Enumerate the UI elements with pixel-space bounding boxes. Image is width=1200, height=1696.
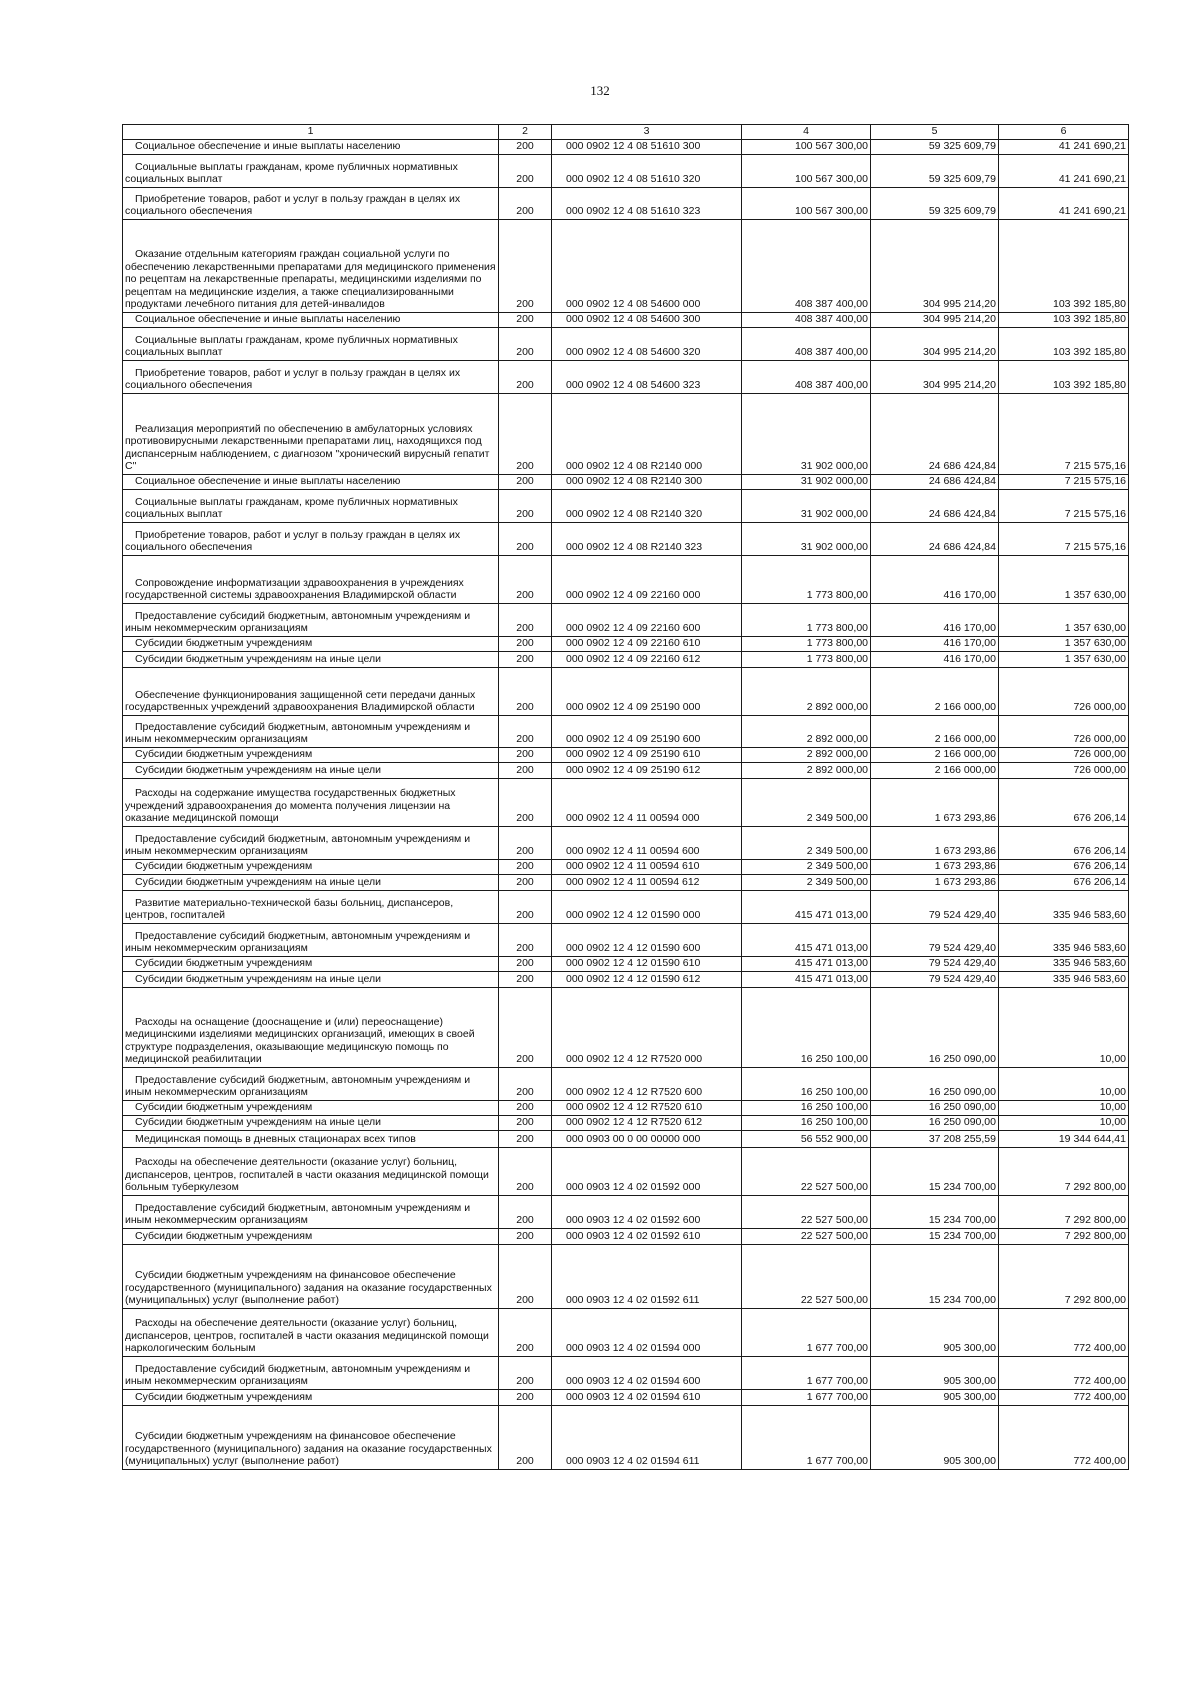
table-row — [123, 556, 1129, 604]
code-cell: 200 — [499, 1131, 552, 1148]
approved-amount-cell: 1 773 800,00 — [742, 637, 871, 652]
remaining-amount-cell: 10,00 — [999, 988, 1129, 1068]
table-row — [123, 1116, 1129, 1131]
classification-code-cell: 000 0903 12 4 02 01592 610 — [552, 1229, 742, 1245]
classification-code-cell: 000 0902 12 4 12 R7520 612 — [552, 1116, 742, 1131]
classification-code-cell: 000 0903 12 4 02 01592 611 — [552, 1245, 742, 1309]
code-cell: 200 — [499, 668, 552, 716]
table-row — [123, 140, 1129, 155]
name-cell: Социальные выплаты гражданам, кроме публичных нормативных социальных выплат — [123, 490, 499, 523]
name-cell: Расходы на обеспечение деятельности (оказание услуг) больниц, диспансеров, центров, госпиталей в части оказания медицинской помощи больным туберкулезом — [123, 1148, 499, 1196]
remaining-amount-cell: 335 946 583,60 — [999, 972, 1129, 988]
name-cell: Социальное обеспечение и иные выплаты населению — [123, 140, 499, 155]
name-cell: Сопровождение информатизации здравоохранения в учреждениях государственной системы здравоохранения Владимирской области — [123, 556, 499, 604]
code-cell: 200 — [499, 361, 552, 394]
classification-code-cell: 000 0903 12 4 02 01594 611 — [552, 1406, 742, 1470]
name-cell: Предоставление субсидий бюджетным, автономным учреждениям и иным некоммерческим организациям — [123, 716, 499, 748]
approved-amount-cell: 2 349 500,00 — [742, 875, 871, 891]
name-cell: Расходы на содержание имущества государственных бюджетных учреждений здравоохранения до момента получения лицензии на оказание медицинской помощи — [123, 779, 499, 827]
approved-amount-cell: 415 471 013,00 — [742, 957, 871, 972]
executed-amount-cell: 16 250 090,00 — [871, 1101, 999, 1116]
table-row — [123, 1245, 1129, 1309]
table-row — [123, 490, 1129, 523]
table-row — [123, 1101, 1129, 1116]
table-row — [123, 652, 1129, 668]
code-cell: 200 — [499, 188, 552, 220]
name-cell: Медицинская помощь в дневных стационарах всех типов — [123, 1131, 499, 1148]
code-cell: 200 — [499, 1245, 552, 1309]
name-cell: Субсидии бюджетным учреждениям — [123, 1390, 499, 1406]
classification-code-cell: 000 0902 12 4 08 R2140 300 — [552, 475, 742, 490]
approved-amount-cell: 16 250 100,00 — [742, 1068, 871, 1101]
table-row — [123, 668, 1129, 716]
code-cell: 200 — [499, 716, 552, 748]
table-row — [123, 827, 1129, 860]
remaining-amount-cell: 676 206,14 — [999, 827, 1129, 860]
approved-amount-cell: 100 567 300,00 — [742, 155, 871, 188]
table-row — [123, 1196, 1129, 1229]
approved-amount-cell: 31 902 000,00 — [742, 523, 871, 556]
approved-amount-cell: 22 527 500,00 — [742, 1196, 871, 1229]
name-cell: Субсидии бюджетным учреждениям на иные цели — [123, 1116, 499, 1131]
name-cell: Обеспечение функционирования защищенной сети передачи данных государственных учреждений здравоохранения Владимирской области — [123, 668, 499, 716]
table-row — [123, 860, 1129, 875]
name-cell: Предоставление субсидий бюджетным, автономным учреждениям и иным некоммерческим организациям — [123, 827, 499, 860]
approved-amount-cell: 1 677 700,00 — [742, 1390, 871, 1406]
code-cell: 200 — [499, 475, 552, 490]
header-cell-3: 3 — [552, 125, 742, 140]
name-cell: Предоставление субсидий бюджетным, автономным учреждениям и иным некоммерческим организациям — [123, 924, 499, 957]
table-row — [123, 604, 1129, 637]
name-cell: Субсидии бюджетным учреждениям на финансовое обеспечение государственного (муниципального) задания на оказание государственных (муниципальных) услуг (выполнение работ) — [123, 1406, 499, 1470]
code-cell: 200 — [499, 1101, 552, 1116]
table-row — [123, 328, 1129, 361]
table-row — [123, 313, 1129, 328]
remaining-amount-cell: 335 946 583,60 — [999, 924, 1129, 957]
approved-amount-cell: 31 902 000,00 — [742, 490, 871, 523]
classification-code-cell: 000 0902 12 4 08 54600 323 — [552, 361, 742, 394]
code-cell: 200 — [499, 1406, 552, 1470]
remaining-amount-cell: 41 241 690,21 — [999, 155, 1129, 188]
remaining-amount-cell: 7 215 575,16 — [999, 523, 1129, 556]
executed-amount-cell: 416 170,00 — [871, 637, 999, 652]
remaining-amount-cell: 772 400,00 — [999, 1309, 1129, 1357]
table-row — [123, 188, 1129, 220]
classification-code-cell: 000 0902 12 4 08 54600 000 — [552, 220, 742, 313]
executed-amount-cell: 304 995 214,20 — [871, 361, 999, 394]
code-cell: 200 — [499, 1309, 552, 1357]
remaining-amount-cell: 10,00 — [999, 1101, 1129, 1116]
classification-code-cell: 000 0902 12 4 09 25190 612 — [552, 763, 742, 779]
executed-amount-cell: 2 166 000,00 — [871, 748, 999, 763]
remaining-amount-cell: 726 000,00 — [999, 763, 1129, 779]
table-row — [123, 1229, 1129, 1245]
table-row — [123, 523, 1129, 556]
executed-amount-cell: 79 524 429,40 — [871, 972, 999, 988]
name-cell: Социальные выплаты гражданам, кроме публичных нормативных социальных выплат — [123, 155, 499, 188]
table-row — [123, 748, 1129, 763]
approved-amount-cell: 408 387 400,00 — [742, 328, 871, 361]
classification-code-cell: 000 0902 12 4 08 51610 320 — [552, 155, 742, 188]
code-cell: 200 — [499, 328, 552, 361]
executed-amount-cell: 59 325 609,79 — [871, 140, 999, 155]
classification-code-cell: 000 0902 12 4 08 R2140 323 — [552, 523, 742, 556]
name-cell: Субсидии бюджетным учреждениям — [123, 1229, 499, 1245]
code-cell: 200 — [499, 652, 552, 668]
code-cell: 200 — [499, 1229, 552, 1245]
approved-amount-cell: 22 527 500,00 — [742, 1245, 871, 1309]
approved-amount-cell: 31 902 000,00 — [742, 394, 871, 475]
approved-amount-cell: 1 677 700,00 — [742, 1406, 871, 1470]
table-row — [123, 763, 1129, 779]
code-cell: 200 — [499, 220, 552, 313]
remaining-amount-cell: 676 206,14 — [999, 875, 1129, 891]
classification-code-cell: 000 0902 12 4 08 51610 323 — [552, 188, 742, 220]
name-cell: Предоставление субсидий бюджетным, автономным учреждениям и иным некоммерческим организациям — [123, 1357, 499, 1390]
remaining-amount-cell: 103 392 185,80 — [999, 313, 1129, 328]
executed-amount-cell: 24 686 424,84 — [871, 475, 999, 490]
executed-amount-cell: 15 234 700,00 — [871, 1245, 999, 1309]
executed-amount-cell: 2 166 000,00 — [871, 763, 999, 779]
approved-amount-cell: 1 773 800,00 — [742, 604, 871, 637]
approved-amount-cell: 408 387 400,00 — [742, 361, 871, 394]
name-cell: Развитие материально-технической базы больниц, диспансеров, центров, госпиталей — [123, 891, 499, 924]
remaining-amount-cell: 103 392 185,80 — [999, 361, 1129, 394]
name-cell: Приобретение товаров, работ и услуг в пользу граждан в целях их социального обеспечения — [123, 188, 499, 220]
approved-amount-cell: 56 552 900,00 — [742, 1131, 871, 1148]
approved-amount-cell: 408 387 400,00 — [742, 313, 871, 328]
name-cell: Субсидии бюджетным учреждениям на иные цели — [123, 972, 499, 988]
name-cell: Приобретение товаров, работ и услуг в пользу граждан в целях их социального обеспечения — [123, 523, 499, 556]
code-cell: 200 — [499, 924, 552, 957]
executed-amount-cell: 16 250 090,00 — [871, 1068, 999, 1101]
executed-amount-cell: 304 995 214,20 — [871, 220, 999, 313]
name-cell: Предоставление субсидий бюджетным, автономным учреждениям и иным некоммерческим организациям — [123, 604, 499, 637]
header-cell-4: 4 — [742, 125, 871, 140]
remaining-amount-cell: 772 400,00 — [999, 1390, 1129, 1406]
approved-amount-cell: 408 387 400,00 — [742, 220, 871, 313]
classification-code-cell: 000 0902 12 4 11 00594 610 — [552, 860, 742, 875]
approved-amount-cell: 22 527 500,00 — [742, 1229, 871, 1245]
classification-code-cell: 000 0902 12 4 09 25190 000 — [552, 668, 742, 716]
name-cell: Предоставление субсидий бюджетным, автономным учреждениям и иным некоммерческим организациям — [123, 1196, 499, 1229]
name-cell: Предоставление субсидий бюджетным, автономным учреждениям и иным некоммерческим организациям — [123, 1068, 499, 1101]
table-row — [123, 155, 1129, 188]
executed-amount-cell: 2 166 000,00 — [871, 716, 999, 748]
remaining-amount-cell: 676 206,14 — [999, 779, 1129, 827]
code-cell: 200 — [499, 140, 552, 155]
code-cell: 200 — [499, 1357, 552, 1390]
code-cell: 200 — [499, 972, 552, 988]
executed-amount-cell: 905 300,00 — [871, 1309, 999, 1357]
executed-amount-cell: 15 234 700,00 — [871, 1196, 999, 1229]
remaining-amount-cell: 772 400,00 — [999, 1357, 1129, 1390]
code-cell: 200 — [499, 490, 552, 523]
name-cell: Социальные выплаты гражданам, кроме публичных нормативных социальных выплат — [123, 328, 499, 361]
code-cell: 200 — [499, 763, 552, 779]
classification-code-cell: 000 0903 00 0 00 00000 000 — [552, 1131, 742, 1148]
classification-code-cell: 000 0903 12 4 02 01592 000 — [552, 1148, 742, 1196]
classification-code-cell: 000 0902 12 4 12 01590 610 — [552, 957, 742, 972]
remaining-amount-cell: 7 292 800,00 — [999, 1245, 1129, 1309]
code-cell: 200 — [499, 1116, 552, 1131]
approved-amount-cell: 2 892 000,00 — [742, 748, 871, 763]
name-cell: Реализация мероприятий по обеспечению в амбулаторных условиях противовирусными лекарственными препаратами лиц, находящихся под диспансерным наблюдением, с диагнозом "хронический вирусный гепатит С" — [123, 394, 499, 475]
header-cell-6: 6 — [999, 125, 1129, 140]
classification-code-cell: 000 0902 12 4 09 25190 600 — [552, 716, 742, 748]
classification-code-cell: 000 0902 12 4 12 R7520 610 — [552, 1101, 742, 1116]
code-cell: 200 — [499, 523, 552, 556]
code-cell: 200 — [499, 313, 552, 328]
executed-amount-cell: 15 234 700,00 — [871, 1148, 999, 1196]
classification-code-cell: 000 0902 12 4 12 01590 000 — [552, 891, 742, 924]
classification-code-cell: 000 0902 12 4 12 01590 612 — [552, 972, 742, 988]
executed-amount-cell: 59 325 609,79 — [871, 155, 999, 188]
executed-amount-cell: 24 686 424,84 — [871, 394, 999, 475]
approved-amount-cell: 22 527 500,00 — [742, 1148, 871, 1196]
table-row — [123, 1357, 1129, 1390]
classification-code-cell: 000 0902 12 4 09 22160 000 — [552, 556, 742, 604]
name-cell: Расходы на оснащение (дооснащение и (или) переоснащение) медицинскими изделиями медицинских организаций, имеющих в своей структуре подразделения, оказывающие медицинскую помощь по медицинской реабилитации — [123, 988, 499, 1068]
remaining-amount-cell: 7 292 800,00 — [999, 1229, 1129, 1245]
classification-code-cell: 000 0903 12 4 02 01594 600 — [552, 1357, 742, 1390]
classification-code-cell: 000 0903 12 4 02 01594 000 — [552, 1309, 742, 1357]
name-cell: Субсидии бюджетным учреждениям на финансовое обеспечение государственного (муниципального) задания на оказание государственных (муниципальных) услуг (выполнение работ) — [123, 1245, 499, 1309]
remaining-amount-cell: 1 357 630,00 — [999, 652, 1129, 668]
code-cell: 200 — [499, 637, 552, 652]
remaining-amount-cell: 10,00 — [999, 1068, 1129, 1101]
code-cell: 200 — [499, 748, 552, 763]
executed-amount-cell: 304 995 214,20 — [871, 328, 999, 361]
header-cell-1: 1 — [123, 125, 499, 140]
executed-amount-cell: 15 234 700,00 — [871, 1229, 999, 1245]
remaining-amount-cell: 726 000,00 — [999, 668, 1129, 716]
code-cell: 200 — [499, 1148, 552, 1196]
remaining-amount-cell: 726 000,00 — [999, 748, 1129, 763]
remaining-amount-cell: 335 946 583,60 — [999, 891, 1129, 924]
executed-amount-cell: 416 170,00 — [871, 604, 999, 637]
name-cell: Социальное обеспечение и иные выплаты населению — [123, 313, 499, 328]
executed-amount-cell: 1 673 293,86 — [871, 779, 999, 827]
executed-amount-cell: 59 325 609,79 — [871, 188, 999, 220]
executed-amount-cell: 79 524 429,40 — [871, 957, 999, 972]
table-row — [123, 475, 1129, 490]
approved-amount-cell: 2 892 000,00 — [742, 716, 871, 748]
table-row — [123, 1068, 1129, 1101]
approved-amount-cell: 2 892 000,00 — [742, 763, 871, 779]
code-cell: 200 — [499, 875, 552, 891]
name-cell: Оказание отдельным категориям граждан социальной услуги по обеспечению лекарственными препаратами для медицинского применения по рецептам на лекарственные препараты, медицинскими изделиями по рецептам на медицинские изделия, а также специализированными продуктами лечебного питания для детей-инвалидов — [123, 220, 499, 313]
table-header-row — [123, 125, 1129, 140]
code-cell: 200 — [499, 957, 552, 972]
name-cell: Расходы на обеспечение деятельности (оказание услуг) больниц, диспансеров, центров, госпиталей в части оказания медицинской помощи наркологическим больным — [123, 1309, 499, 1357]
classification-code-cell: 000 0903 12 4 02 01592 600 — [552, 1196, 742, 1229]
classification-code-cell: 000 0902 12 4 11 00594 600 — [552, 827, 742, 860]
classification-code-cell: 000 0902 12 4 11 00594 000 — [552, 779, 742, 827]
page-number: 132 — [590, 83, 610, 98]
remaining-amount-cell: 726 000,00 — [999, 716, 1129, 748]
approved-amount-cell: 16 250 100,00 — [742, 1101, 871, 1116]
remaining-amount-cell: 103 392 185,80 — [999, 328, 1129, 361]
remaining-amount-cell: 1 357 630,00 — [999, 556, 1129, 604]
remaining-amount-cell: 676 206,14 — [999, 860, 1129, 875]
name-cell: Субсидии бюджетным учреждениям — [123, 1101, 499, 1116]
remaining-amount-cell: 1 357 630,00 — [999, 604, 1129, 637]
executed-amount-cell: 905 300,00 — [871, 1390, 999, 1406]
table-row — [123, 637, 1129, 652]
header-cell-2: 2 — [499, 125, 552, 140]
table-row — [123, 220, 1129, 313]
header-cell-5: 5 — [871, 125, 999, 140]
code-cell: 200 — [499, 988, 552, 1068]
executed-amount-cell: 905 300,00 — [871, 1406, 999, 1470]
classification-code-cell: 000 0902 12 4 12 R7520 000 — [552, 988, 742, 1068]
name-cell: Социальное обеспечение и иные выплаты населению — [123, 475, 499, 490]
classification-code-cell: 000 0902 12 4 12 R7520 600 — [552, 1068, 742, 1101]
classification-code-cell: 000 0902 12 4 08 54600 300 — [552, 313, 742, 328]
approved-amount-cell: 415 471 013,00 — [742, 924, 871, 957]
name-cell: Субсидии бюджетным учреждениям на иные цели — [123, 652, 499, 668]
approved-amount-cell: 16 250 100,00 — [742, 988, 871, 1068]
executed-amount-cell: 16 250 090,00 — [871, 1116, 999, 1131]
table-row — [123, 1309, 1129, 1357]
name-cell: Субсидии бюджетным учреждениям — [123, 637, 499, 652]
executed-amount-cell: 16 250 090,00 — [871, 988, 999, 1068]
table-row — [123, 988, 1129, 1068]
approved-amount-cell: 100 567 300,00 — [742, 188, 871, 220]
classification-code-cell: 000 0902 12 4 09 25190 610 — [552, 748, 742, 763]
classification-code-cell: 000 0902 12 4 09 22160 600 — [552, 604, 742, 637]
table-row — [123, 361, 1129, 394]
code-cell: 200 — [499, 827, 552, 860]
code-cell: 200 — [499, 1390, 552, 1406]
remaining-amount-cell: 7 215 575,16 — [999, 490, 1129, 523]
approved-amount-cell: 100 567 300,00 — [742, 140, 871, 155]
remaining-amount-cell: 1 357 630,00 — [999, 637, 1129, 652]
code-cell: 200 — [499, 860, 552, 875]
code-cell: 200 — [499, 1068, 552, 1101]
name-cell: Субсидии бюджетным учреждениям — [123, 860, 499, 875]
code-cell: 200 — [499, 1196, 552, 1229]
table-row — [123, 972, 1129, 988]
code-cell: 200 — [499, 556, 552, 604]
name-cell: Субсидии бюджетным учреждениям — [123, 748, 499, 763]
classification-code-cell: 000 0902 12 4 08 R2140 000 — [552, 394, 742, 475]
table-row — [123, 924, 1129, 957]
table-row — [123, 1148, 1129, 1196]
executed-amount-cell: 37 208 255,59 — [871, 1131, 999, 1148]
table-row — [123, 394, 1129, 475]
table-row — [123, 716, 1129, 748]
table-row — [123, 779, 1129, 827]
remaining-amount-cell: 335 946 583,60 — [999, 957, 1129, 972]
approved-amount-cell: 2 892 000,00 — [742, 668, 871, 716]
executed-amount-cell: 416 170,00 — [871, 652, 999, 668]
name-cell: Субсидии бюджетным учреждениям — [123, 957, 499, 972]
approved-amount-cell: 1 773 800,00 — [742, 556, 871, 604]
remaining-amount-cell: 7 292 800,00 — [999, 1148, 1129, 1196]
classification-code-cell: 000 0902 12 4 08 R2140 320 — [552, 490, 742, 523]
approved-amount-cell: 415 471 013,00 — [742, 891, 871, 924]
remaining-amount-cell: 7 292 800,00 — [999, 1196, 1129, 1229]
executed-amount-cell: 79 524 429,40 — [871, 891, 999, 924]
classification-code-cell: 000 0902 12 4 09 22160 612 — [552, 652, 742, 668]
executed-amount-cell: 24 686 424,84 — [871, 490, 999, 523]
approved-amount-cell: 31 902 000,00 — [742, 475, 871, 490]
remaining-amount-cell: 10,00 — [999, 1116, 1129, 1131]
approved-amount-cell: 2 349 500,00 — [742, 827, 871, 860]
code-cell: 200 — [499, 394, 552, 475]
executed-amount-cell: 304 995 214,20 — [871, 313, 999, 328]
approved-amount-cell: 16 250 100,00 — [742, 1116, 871, 1131]
table-row — [123, 891, 1129, 924]
executed-amount-cell: 2 166 000,00 — [871, 668, 999, 716]
table-row — [123, 875, 1129, 891]
budget-table — [122, 124, 1129, 1470]
approved-amount-cell: 1 773 800,00 — [742, 652, 871, 668]
code-cell: 200 — [499, 891, 552, 924]
executed-amount-cell: 1 673 293,86 — [871, 860, 999, 875]
code-cell: 200 — [499, 155, 552, 188]
classification-code-cell: 000 0902 12 4 12 01590 600 — [552, 924, 742, 957]
remaining-amount-cell: 7 215 575,16 — [999, 475, 1129, 490]
table-row — [123, 1406, 1129, 1470]
code-cell: 200 — [499, 779, 552, 827]
approved-amount-cell: 1 677 700,00 — [742, 1309, 871, 1357]
classification-code-cell: 000 0903 12 4 02 01594 610 — [552, 1390, 742, 1406]
executed-amount-cell: 24 686 424,84 — [871, 523, 999, 556]
remaining-amount-cell: 772 400,00 — [999, 1406, 1129, 1470]
table-row — [123, 957, 1129, 972]
code-cell: 200 — [499, 604, 552, 637]
classification-code-cell: 000 0902 12 4 08 51610 300 — [552, 140, 742, 155]
classification-code-cell: 000 0902 12 4 08 54600 320 — [552, 328, 742, 361]
table-row — [123, 1131, 1129, 1148]
table-body — [123, 125, 1129, 1470]
name-cell: Приобретение товаров, работ и услуг в пользу граждан в целях их социального обеспечения — [123, 361, 499, 394]
executed-amount-cell: 1 673 293,86 — [871, 875, 999, 891]
approved-amount-cell: 415 471 013,00 — [742, 972, 871, 988]
remaining-amount-cell: 41 241 690,21 — [999, 188, 1129, 220]
approved-amount-cell: 2 349 500,00 — [742, 779, 871, 827]
approved-amount-cell: 1 677 700,00 — [742, 1357, 871, 1390]
remaining-amount-cell: 19 344 644,41 — [999, 1131, 1129, 1148]
name-cell: Субсидии бюджетным учреждениям на иные цели — [123, 875, 499, 891]
executed-amount-cell: 905 300,00 — [871, 1357, 999, 1390]
executed-amount-cell: 416 170,00 — [871, 556, 999, 604]
table-row — [123, 1390, 1129, 1406]
classification-code-cell: 000 0902 12 4 11 00594 612 — [552, 875, 742, 891]
remaining-amount-cell: 103 392 185,80 — [999, 220, 1129, 313]
remaining-amount-cell: 41 241 690,21 — [999, 140, 1129, 155]
name-cell: Субсидии бюджетным учреждениям на иные цели — [123, 763, 499, 779]
classification-code-cell: 000 0902 12 4 09 22160 610 — [552, 637, 742, 652]
approved-amount-cell: 2 349 500,00 — [742, 860, 871, 875]
executed-amount-cell: 79 524 429,40 — [871, 924, 999, 957]
executed-amount-cell: 1 673 293,86 — [871, 827, 999, 860]
remaining-amount-cell: 7 215 575,16 — [999, 394, 1129, 475]
